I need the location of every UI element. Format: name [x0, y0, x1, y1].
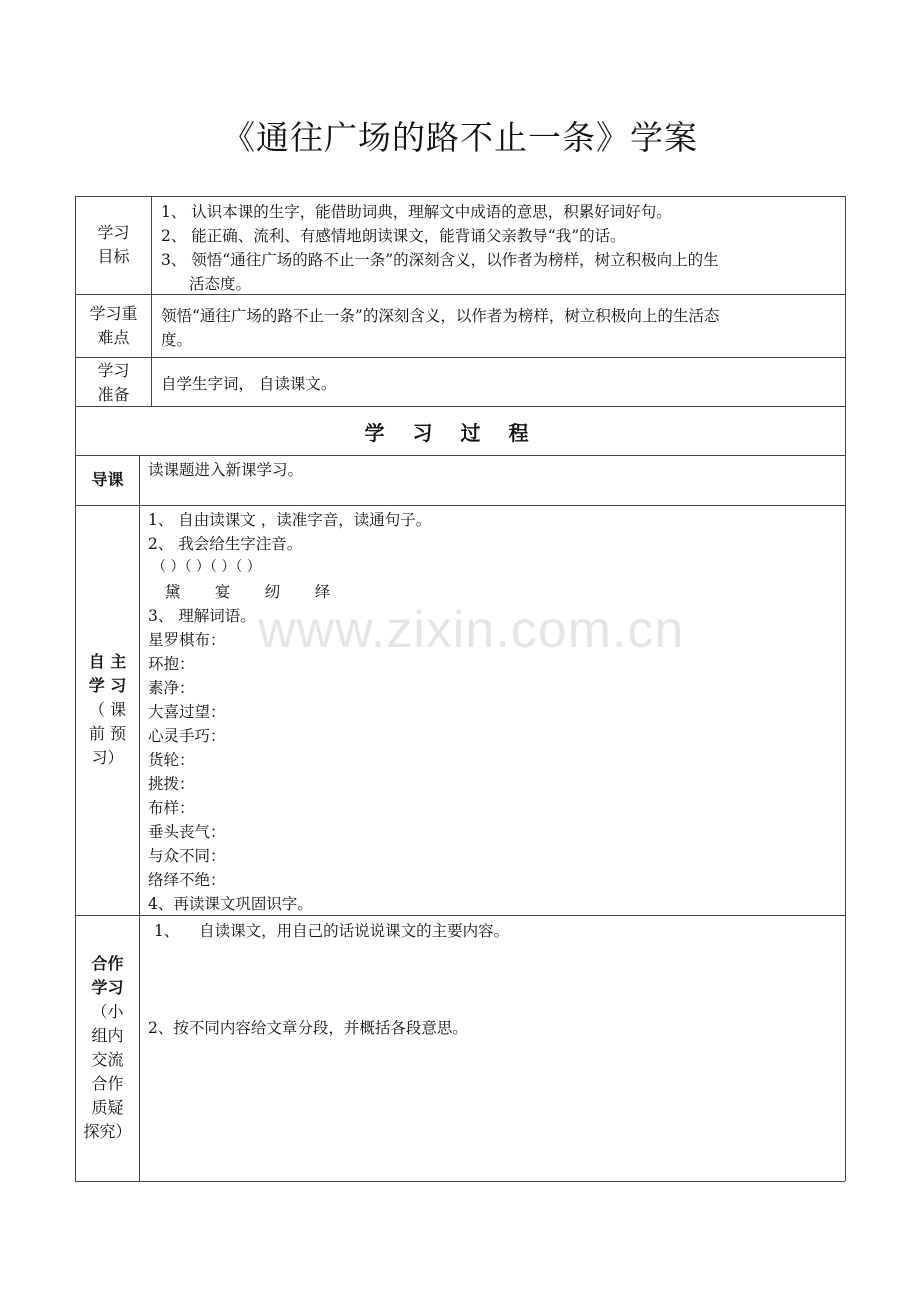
- objective-item-3-cont: 活态度。: [189, 275, 252, 293]
- watermark: www.zixin.com.cn: [258, 601, 685, 659]
- vocab-item: 货轮：: [148, 751, 195, 769]
- objective-item-2: 2、 能正确、流利、有感情地朗读课文，能背诵父亲教导“我”的话。: [161, 227, 626, 245]
- page-title: 《通往广场的路不止一条》学案: [222, 118, 698, 157]
- self-study-line: 1、 自由读课文 ，读准字音，读通句子。: [148, 511, 432, 529]
- intro-label: 导课: [91, 470, 124, 489]
- new-characters: 黛 宴 纫 绎: [150, 583, 331, 601]
- vocab-item: 大喜过望：: [148, 703, 226, 721]
- key-points-text-2: 度。: [161, 331, 193, 349]
- vocab-item: 素净：: [148, 679, 195, 697]
- cooperative-task-1: 1、 自读课文，用自己的话说说课文的主要内容。: [154, 922, 510, 940]
- objective-item-1: 1、 认识本课的生字，能借助词典，理解文中成语的意思，积累好词好句。: [161, 203, 672, 221]
- objectives-label: 学习 目标: [97, 223, 130, 266]
- preparation-text: 自学生字词， 自读课文。: [161, 375, 337, 393]
- cooperative-label: 合作 学习 （小 组内 交流 合作 质疑 探究）: [83, 954, 132, 1141]
- self-study-label: 自 主 学 习 （ 课 前 预 习）: [88, 652, 127, 767]
- pinyin-blanks: （ ）（ ）（ ）（ ）: [152, 559, 261, 575]
- preparation-label: 学习 准备: [97, 361, 130, 404]
- vocab-item: 挑拨：: [148, 775, 195, 793]
- self-study-line: 4、再读课文巩固识字。: [148, 895, 313, 913]
- vocab-item: 心灵手巧：: [148, 727, 226, 745]
- process-header: 学习过程: [364, 420, 557, 445]
- vocab-item: 布样：: [148, 799, 195, 817]
- vocab-item: 垂头丧气：: [148, 823, 226, 841]
- objective-item-3: 3、 领悟“通往广场的路不止一条”的深刻含义，以作者为榜样，树立积极向上的生: [161, 251, 719, 269]
- vocab-item: 络绎不绝：: [148, 871, 226, 889]
- self-study-line: 3、 理解词语。: [148, 607, 256, 625]
- key-points-label: 学习重 难点: [89, 304, 138, 347]
- intro-text: 读课题进入新课学习。: [148, 461, 304, 479]
- cooperative-task-2: 2、按不同内容给文章分段，并概括各段意思。: [148, 1019, 468, 1037]
- vocab-item: 星罗棋布：: [148, 631, 226, 649]
- self-study-line: 2、 我会给生字注音。: [148, 535, 303, 553]
- vocab-item: 与众不同：: [148, 847, 226, 865]
- key-points-text-1: 领悟“通往广场的路不止一条”的深刻含义，以作者为榜样，树立积极向上的生活态: [161, 307, 720, 325]
- vocab-item: 环抱：: [148, 655, 195, 673]
